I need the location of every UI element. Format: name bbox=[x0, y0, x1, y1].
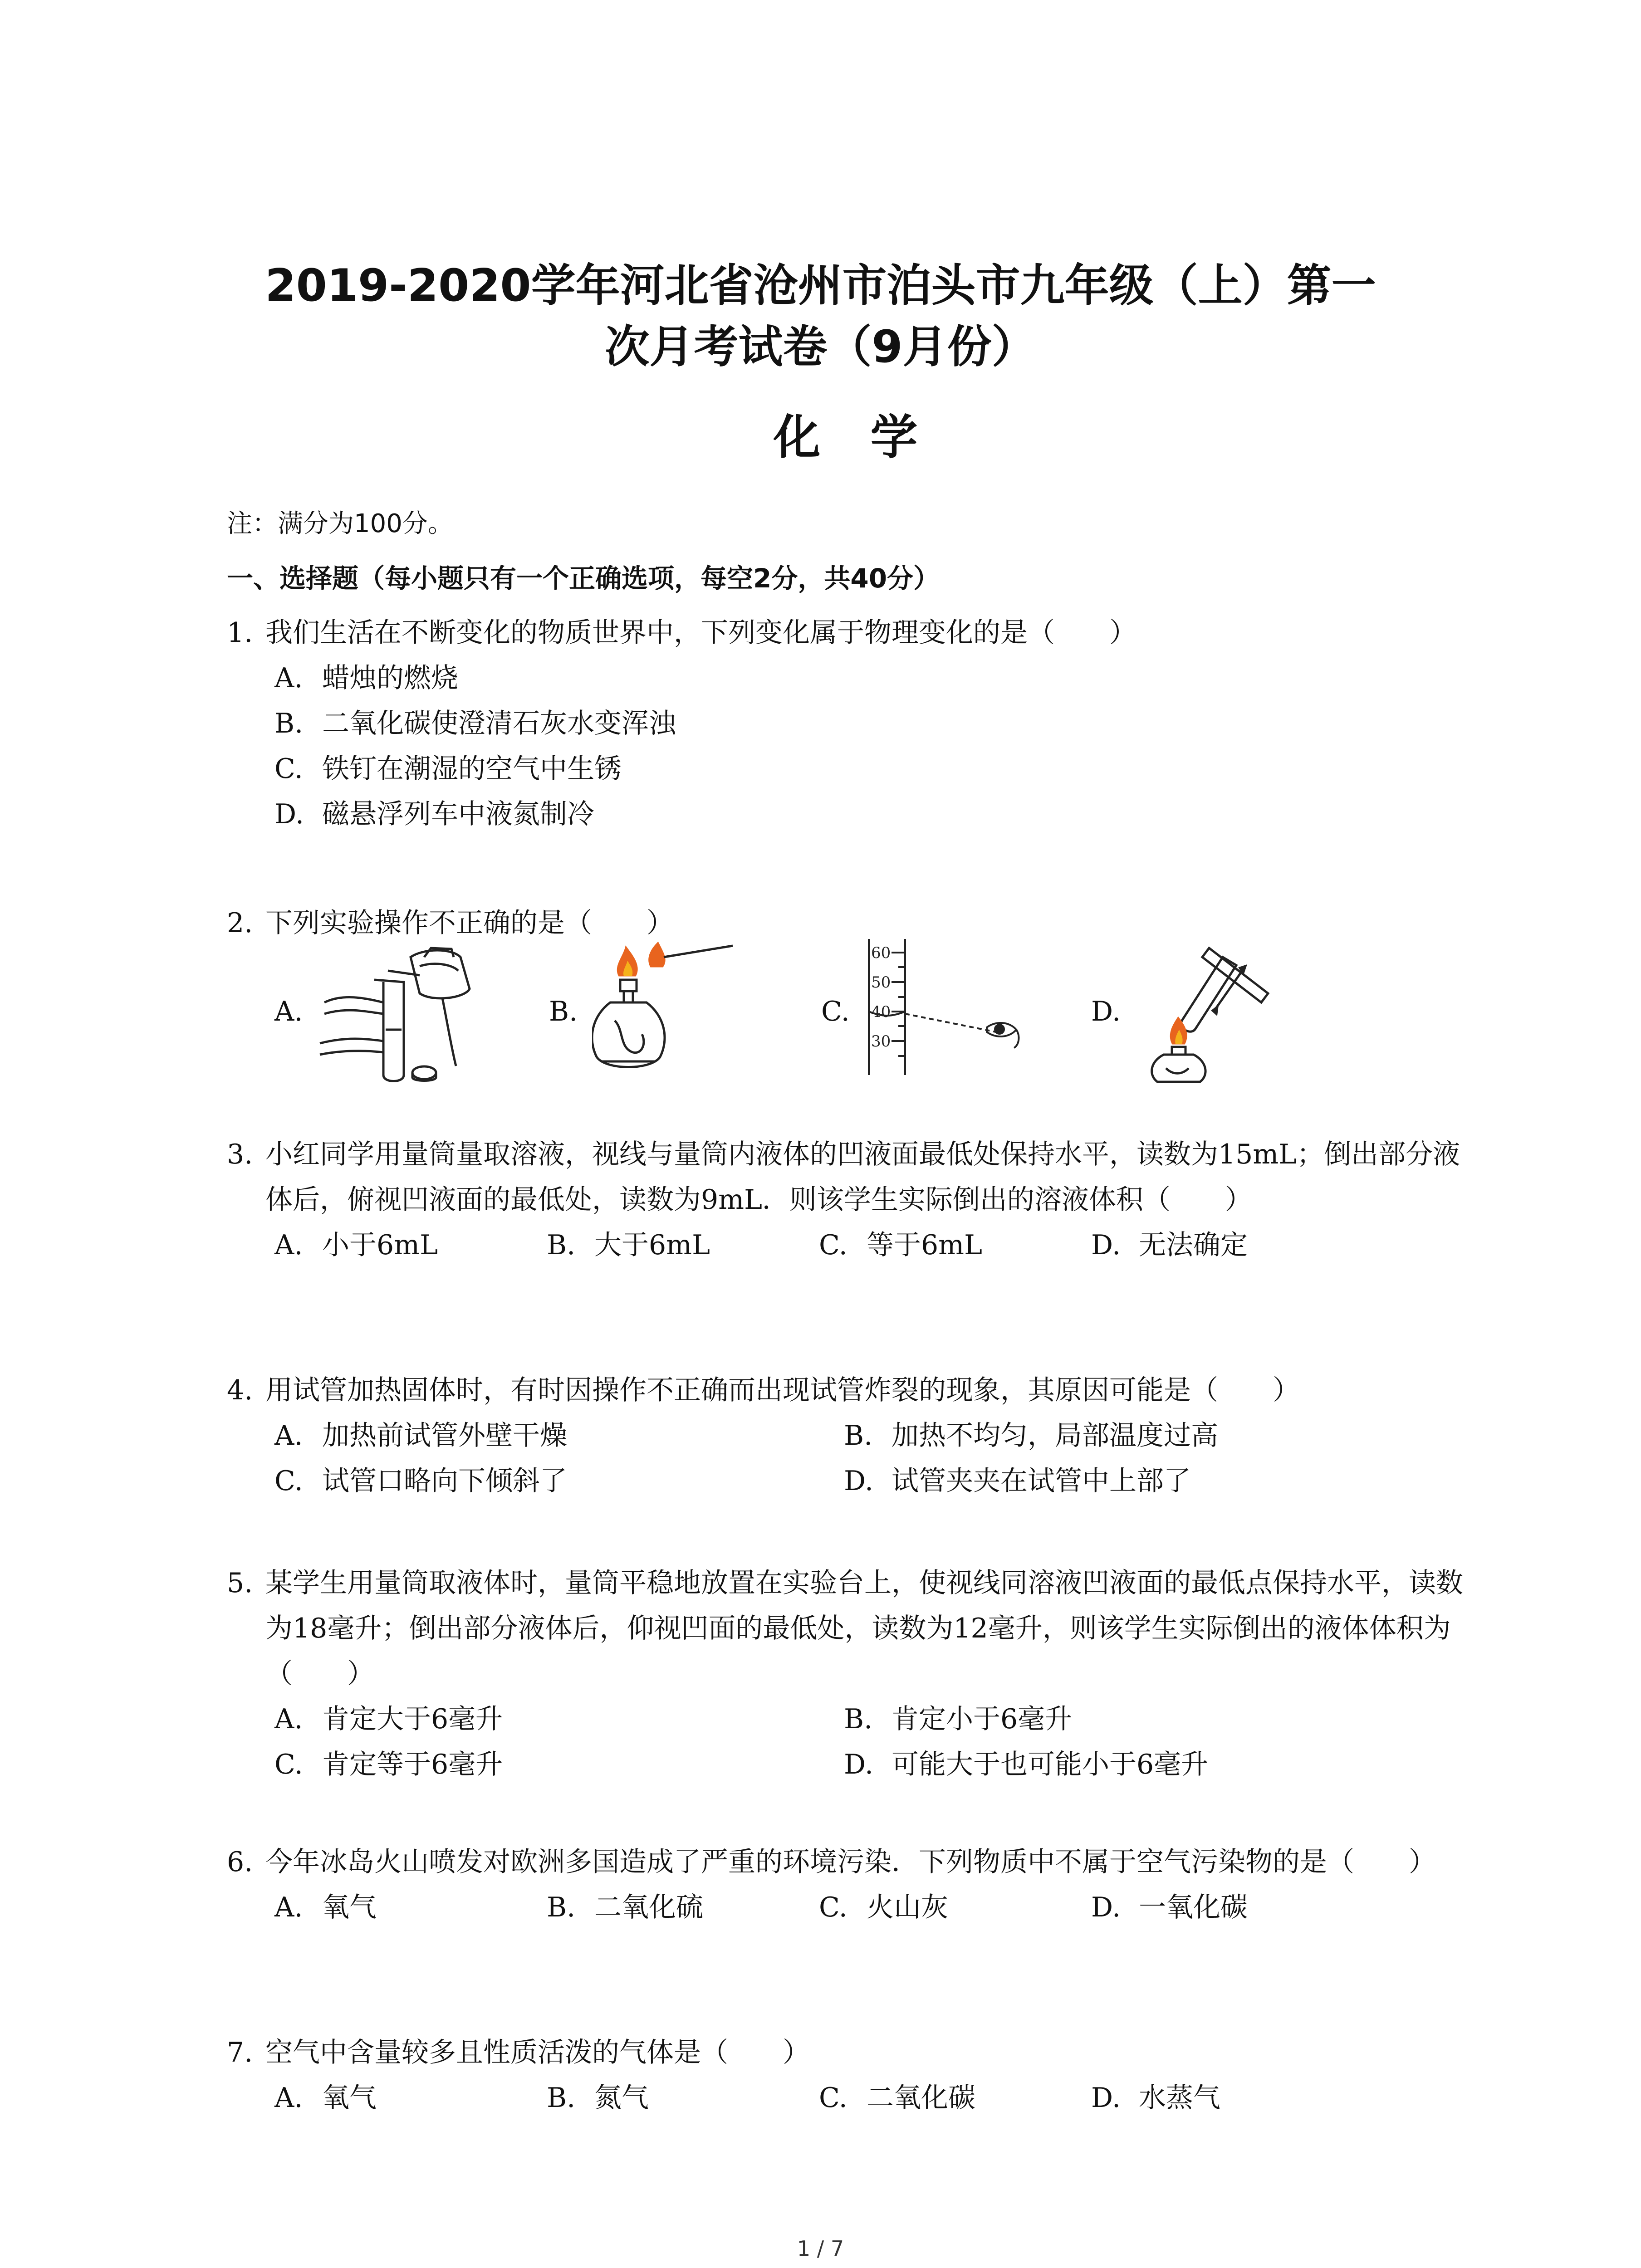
option-b[interactable] bbox=[549, 939, 803, 1084]
option-label: B. bbox=[274, 708, 304, 739]
option-label: C. bbox=[819, 2082, 847, 2114]
option-a[interactable] bbox=[274, 939, 529, 1084]
subject-heading: 化学 bbox=[773, 410, 968, 465]
option-text: 无法确定 bbox=[1139, 1229, 1248, 1261]
option-d[interactable] bbox=[1091, 2075, 1363, 2121]
option-label: C. bbox=[274, 1749, 303, 1780]
option-text: 等于6mL bbox=[867, 1229, 982, 1261]
option-label: C. bbox=[821, 996, 850, 1027]
option-text: 一氧化碳 bbox=[1139, 1892, 1248, 1923]
option-text: 试管夹夹在试管中上部了 bbox=[892, 1465, 1191, 1497]
option-text: 肯定小于6毫升 bbox=[892, 1703, 1073, 1735]
option-label: A. bbox=[274, 1703, 303, 1735]
options bbox=[274, 1885, 1468, 1930]
option-text: 试管口略向下倾斜了 bbox=[322, 1465, 567, 1497]
question-number: 1. bbox=[227, 617, 253, 649]
question-stem bbox=[227, 1368, 1468, 1413]
option-text: 氧气 bbox=[322, 1892, 377, 1923]
question-stem bbox=[227, 1132, 1468, 1222]
option-d[interactable] bbox=[1091, 939, 1386, 1084]
question-number: 5. bbox=[227, 1567, 253, 1599]
options bbox=[274, 655, 1468, 837]
graduated-cylinder-illustration bbox=[860, 939, 1059, 1084]
option-text: 二氧化碳 bbox=[867, 2082, 975, 2114]
question-stem bbox=[227, 610, 1468, 655]
question-7 bbox=[227, 2030, 1468, 2121]
option-text: 铁钉在潮湿的空气中生锈 bbox=[322, 753, 622, 785]
option-text: 火山灰 bbox=[867, 1892, 948, 1923]
options bbox=[274, 1696, 1468, 1787]
question-number: 6. bbox=[227, 1846, 253, 1878]
option-label: C. bbox=[819, 1229, 847, 1261]
option-a[interactable] bbox=[274, 1413, 844, 1458]
question-text: 用试管加热固体时，有时因操作不正确而出现试管炸裂的现象，其原因可能是（ ） bbox=[265, 1374, 1300, 1406]
section-heading: 一、选择题（每小题只有一个正确选项，每空2分，共40分） bbox=[227, 563, 940, 594]
option-label: B. bbox=[549, 996, 578, 1027]
option-label: A. bbox=[274, 1892, 303, 1923]
option-label: D. bbox=[1091, 1229, 1121, 1261]
option-label: A. bbox=[274, 996, 303, 1027]
option-text: 二氧化碳使澄清石灰水变浑浊 bbox=[322, 708, 676, 739]
question-number: 4. bbox=[227, 1374, 253, 1406]
tick-label: 40 bbox=[871, 1003, 891, 1021]
option-label: B. bbox=[547, 2082, 576, 2114]
alcohol-lamp-illustration bbox=[592, 939, 774, 1084]
page-number: 1 / 7 bbox=[797, 2236, 844, 2261]
question-stem bbox=[227, 2030, 1468, 2075]
option-label: D. bbox=[274, 798, 304, 830]
question-text: 小红同学用量筒量取溶液，视线与量筒内液体的凹液面最低处保持水平，读数为15mL；倒出部分液体后，俯视凹液面的最低处，读数为9mL．则该学生实际倒出的溶液体积（ ） bbox=[265, 1139, 1460, 1216]
option-label: D. bbox=[844, 1749, 874, 1780]
option-label: B. bbox=[844, 1703, 873, 1735]
option-text: 肯定等于6毫升 bbox=[322, 1749, 503, 1780]
option-a[interactable] bbox=[274, 655, 458, 701]
option-c[interactable] bbox=[274, 746, 622, 792]
option-d[interactable] bbox=[844, 1458, 1413, 1504]
question-text: 某学生用量筒取液体时，量筒平稳地放置在实验台上，使视线同溶液凹液面的最低点保持水平，读数为18毫升；倒出部分液体后，仰视凹面的最低处，读数为12毫升，则该学生实际倒出的液体体积为（ ） bbox=[265, 1567, 1463, 1690]
options bbox=[274, 1222, 1468, 1268]
option-text: 氮气 bbox=[594, 2082, 649, 2114]
option-label: A. bbox=[274, 662, 303, 694]
option-c[interactable] bbox=[821, 939, 1093, 1084]
question-1 bbox=[227, 610, 1468, 837]
option-label: B. bbox=[547, 1892, 576, 1923]
question-number: 3. bbox=[227, 1139, 253, 1170]
option-c[interactable] bbox=[819, 1885, 1091, 1930]
question-text: 空气中含量较多且性质活泼的气体是（ ） bbox=[265, 2037, 810, 2068]
option-label: C. bbox=[274, 1465, 303, 1497]
question-text: 今年冰岛火山喷发对欧洲多国造成了严重的环境污染．下列物质中不属于空气污染物的是（ ） bbox=[265, 1846, 1436, 1878]
option-b[interactable] bbox=[547, 1222, 819, 1268]
option-text: 加热前试管外壁干燥 bbox=[322, 1420, 567, 1452]
tick-label: 50 bbox=[871, 973, 891, 992]
q2-images bbox=[274, 939, 1386, 1084]
question-6 bbox=[227, 1839, 1468, 1930]
option-b[interactable] bbox=[844, 1696, 1413, 1742]
option-d[interactable] bbox=[274, 792, 594, 837]
options bbox=[274, 2075, 1468, 2121]
option-c[interactable] bbox=[274, 1458, 844, 1504]
option-d[interactable] bbox=[1091, 1222, 1363, 1268]
option-label: D. bbox=[844, 1465, 874, 1497]
question-5 bbox=[227, 1560, 1468, 1787]
option-b[interactable] bbox=[844, 1413, 1413, 1458]
question-text: 我们生活在不断变化的物质世界中，下列变化属于物理变化的是（ ） bbox=[265, 617, 1136, 649]
option-label: C. bbox=[819, 1892, 847, 1923]
option-b[interactable] bbox=[547, 2075, 819, 2121]
tick-label: 30 bbox=[871, 1032, 891, 1051]
option-text: 磁悬浮列车中液氮制冷 bbox=[322, 798, 594, 830]
options bbox=[274, 1413, 1468, 1504]
option-c[interactable] bbox=[819, 2075, 1091, 2121]
question-3 bbox=[227, 1132, 1468, 1268]
option-d[interactable] bbox=[844, 1742, 1413, 1787]
option-b[interactable] bbox=[274, 701, 676, 746]
option-text: 氧气 bbox=[322, 2082, 377, 2114]
question-number: 7. bbox=[227, 2037, 253, 2068]
score-note: 注：满分为100分。 bbox=[227, 509, 453, 538]
tick-label: 60 bbox=[871, 944, 891, 962]
option-text: 可能大于也可能小于6毫升 bbox=[892, 1749, 1209, 1780]
pouring-liquid-illustration bbox=[315, 939, 506, 1084]
option-c[interactable] bbox=[274, 1742, 844, 1787]
option-c[interactable] bbox=[819, 1222, 1091, 1268]
option-d[interactable] bbox=[1091, 1885, 1363, 1930]
option-text: 加热不均匀，局部温度过高 bbox=[892, 1420, 1218, 1452]
option-text: 肯定大于6毫升 bbox=[322, 1703, 503, 1735]
option-label: B. bbox=[844, 1420, 873, 1452]
question-text: 下列实验操作不正确的是（ ） bbox=[265, 907, 674, 939]
question-4 bbox=[227, 1368, 1468, 1504]
option-a[interactable] bbox=[274, 1222, 547, 1268]
option-label: D. bbox=[1091, 1892, 1121, 1923]
option-label: B. bbox=[547, 1229, 576, 1261]
option-label: D. bbox=[1091, 2082, 1121, 2114]
option-b[interactable] bbox=[547, 1885, 819, 1930]
option-label: A. bbox=[274, 1229, 303, 1261]
question-stem bbox=[227, 1560, 1468, 1696]
title-line-2: 次月考试卷（9月份） bbox=[605, 321, 1036, 373]
option-label: A. bbox=[274, 1420, 303, 1452]
option-a[interactable] bbox=[274, 1696, 844, 1742]
option-label: A. bbox=[274, 2082, 303, 2114]
option-label: D. bbox=[1091, 996, 1121, 1027]
option-text: 小于6mL bbox=[322, 1229, 438, 1261]
option-a[interactable] bbox=[274, 2075, 547, 2121]
option-text: 水蒸气 bbox=[1139, 2082, 1220, 2114]
option-label: C. bbox=[274, 753, 303, 785]
heating-test-tube-illustration bbox=[1132, 939, 1323, 1084]
question-number: 2. bbox=[227, 907, 253, 939]
question-stem bbox=[227, 1839, 1468, 1885]
option-a[interactable] bbox=[274, 1885, 547, 1930]
option-text: 二氧化硫 bbox=[594, 1892, 703, 1923]
option-text: 蜡烛的燃烧 bbox=[322, 662, 458, 694]
option-text: 大于6mL bbox=[594, 1229, 710, 1261]
title-line-1: 2019-2020学年河北省沧州市泊头市九年级（上）第一 bbox=[265, 260, 1376, 312]
